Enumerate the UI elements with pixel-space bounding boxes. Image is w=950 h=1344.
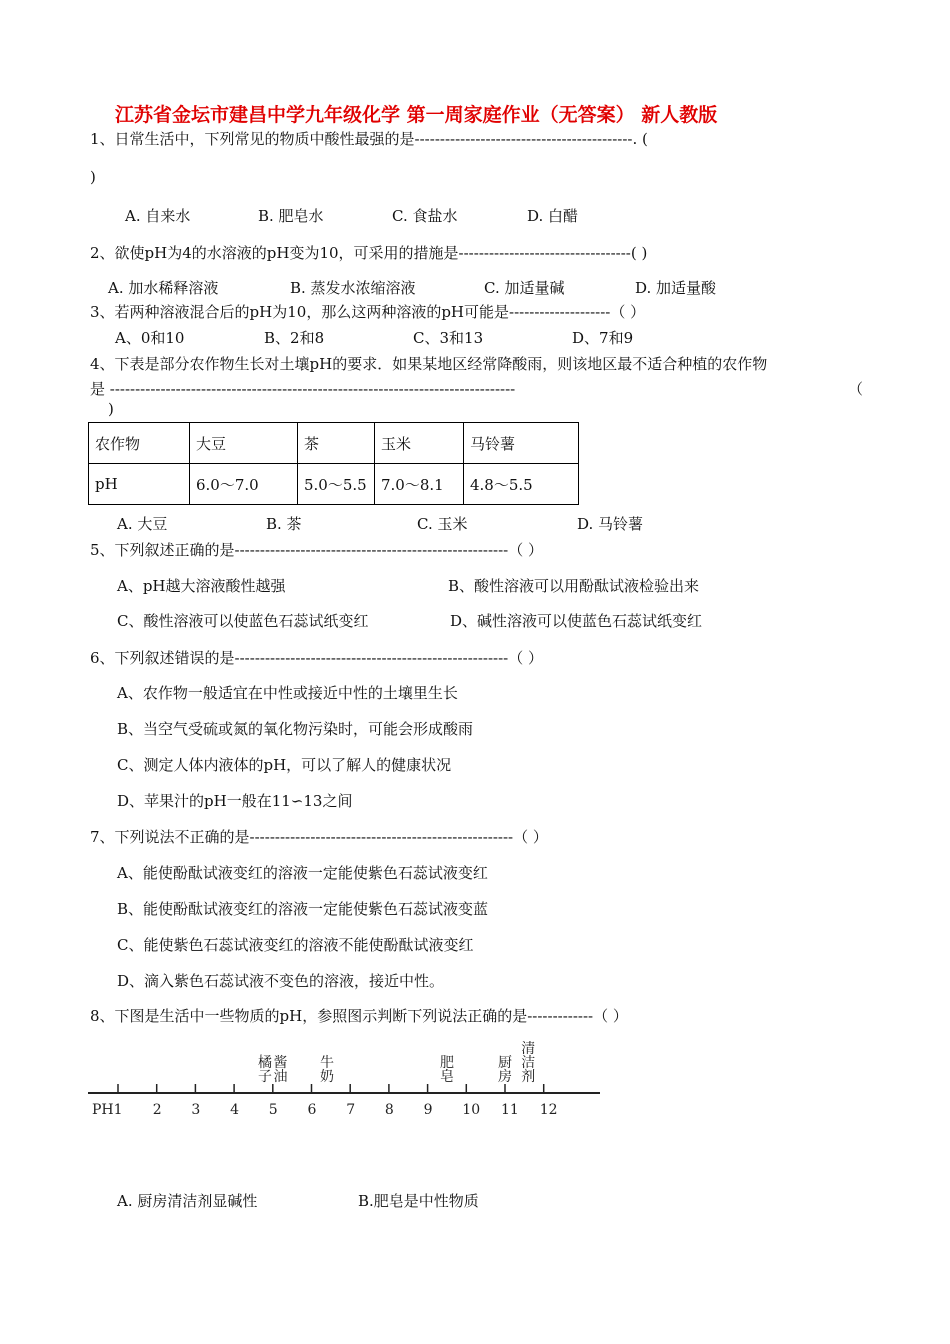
substance-label: 房 [498, 1069, 512, 1085]
substance-label: 牛 [319, 1055, 334, 1071]
option-c: C. 加适量碱 [484, 279, 565, 297]
scale-tick-label: 10 [462, 1102, 481, 1118]
substance-label: 油 [273, 1069, 288, 1085]
question-2: 2、欲使pH为4的水溶液的pH变为10，可采用的措施是----------------------------------( ) [90, 244, 648, 262]
option-c: C、能使紫色石蕊试液变红的溶液不能使酚酞试液变红 [117, 936, 474, 954]
table-cell: 7.0～8.1 [375, 464, 464, 505]
option-b: B. 肥皂水 [258, 207, 324, 225]
substance-label: 肥 [439, 1055, 454, 1071]
scale-tick-label: 6 [307, 1102, 317, 1118]
question-4-paren-open: （ [848, 380, 864, 398]
table-cell: 4.8～5.5 [464, 464, 579, 505]
table-cell: 玉米 [375, 423, 464, 464]
table-cell: 5.0～5.5 [298, 464, 375, 505]
scale-tick-label: 9 [423, 1102, 433, 1118]
table-row [89, 464, 579, 505]
scale-tick-label: 12 [539, 1102, 558, 1118]
substance-label: 皂 [439, 1069, 454, 1085]
question-1: 1、日常生活中，下列常见的物质中酸性最强的是-------------------------------------------. ( [90, 130, 648, 148]
scale-tick-label: 7 [346, 1102, 356, 1118]
question-5: 5、下列叙述正确的是------------------------------------------------------（ ） [90, 541, 544, 559]
option-b: B、2和8 [264, 329, 325, 347]
question-3: 3、若两种溶液混合后的pH为10，那么这两种溶液的pH可能是--------------------（ ） [90, 303, 646, 321]
crop-ph-table [88, 422, 579, 505]
scale-ticks [118, 1084, 558, 1118]
substance-label: 厨 [498, 1055, 512, 1071]
option-a: A. 加水稀释溶液 [108, 279, 219, 297]
question-6: 6、下列叙述错误的是------------------------------------------------------（ ） [90, 649, 544, 667]
question-7: 7、下列说法不正确的是----------------------------------------------------（ ） [90, 828, 548, 846]
option-c: C. 玉米 [417, 515, 468, 533]
option-a: A、能使酚酞试液变红的溶液一定能使紫色石蕊试液变红 [117, 864, 488, 882]
scale-tick-label: 2 [152, 1102, 162, 1118]
option-b: B.肥皂是中性物质 [358, 1192, 479, 1210]
table-cell: 大豆 [190, 423, 298, 464]
question-8: 8、下图是生活中一些物质的pH，参照图示判断下列说法正确的是-------------（ ） [90, 1007, 628, 1025]
substance-label: 子 [258, 1069, 273, 1085]
option-b: B、当空气受硫或氮的氧化物污染时，可能会形成酸雨 [117, 720, 474, 738]
page-title: 江苏省金坛市建昌中学九年级化学 第一周家庭作业（无答案） 新人教版 [115, 104, 718, 126]
option-c: C. 食盐水 [392, 207, 458, 225]
option-a: A、农作物一般适宜在中性或接近中性的土壤里生长 [117, 684, 458, 702]
option-d: D、苹果汁的pH一般在11∽13之间 [117, 792, 353, 810]
option-a: A. 大豆 [117, 515, 168, 533]
option-a: A、0和10 [115, 329, 185, 347]
table-cell: 6.0～7.0 [190, 464, 298, 505]
scale-tick-label: 8 [384, 1102, 394, 1118]
question-1-continuation: ) [90, 168, 96, 186]
option-a: A. 厨房清洁剂显碱性 [117, 1192, 258, 1210]
option-c: C、3和13 [413, 329, 484, 347]
option-c: C、酸性溶液可以使蓝色石蕊试纸变红 [117, 612, 369, 630]
option-c: C、测定人体内液体的pH，可以了解人的健康状况 [117, 756, 452, 774]
option-b: B. 蒸发水浓缩溶液 [290, 279, 416, 297]
option-d: D、滴入紫色石蕊试液不变色的溶液，接近中性。 [117, 972, 445, 990]
table-cell: 茶 [298, 423, 375, 464]
option-d: D、碱性溶液可以使蓝色石蕊试纸变红 [450, 612, 703, 630]
substance-label: 酱 [273, 1055, 288, 1071]
option-d: D. 马铃薯 [577, 515, 644, 533]
ph-scale-diagram [80, 1040, 620, 1130]
scale-start-label: PH1 [92, 1102, 123, 1118]
table-cell: pH [89, 464, 190, 505]
option-a: A. 自来水 [125, 207, 191, 225]
question-4-paren-close: ) [108, 400, 114, 418]
substance-label: 洁 [521, 1055, 536, 1071]
option-d: D. 加适量酸 [635, 279, 717, 297]
table-row [89, 423, 579, 464]
question-4-line-2: 是 -------------------------------------------------------------------------------- [90, 380, 516, 398]
option-b: B、能使酚酞试液变红的溶液一定能使紫色石蕊试液变蓝 [117, 900, 489, 918]
option-d: D. 白醋 [527, 207, 579, 225]
table-cell: 马铃薯 [464, 423, 579, 464]
option-d: D、7和9 [572, 329, 634, 347]
table-cell: 农作物 [89, 423, 190, 464]
option-a: A、pH越大溶液酸性越强 [117, 577, 286, 595]
scale-tick-label: 4 [230, 1102, 240, 1118]
scale-tick-label: 11 [501, 1102, 519, 1118]
scale-tick-label: 3 [191, 1102, 201, 1118]
option-b: B. 茶 [266, 515, 302, 533]
substance-label: 橘 [258, 1055, 273, 1071]
substance-label: 清 [521, 1041, 536, 1057]
question-4-line-1: 4、下表是部分农作物生长对土壤pH的要求．如果某地区经常降酸雨，则该地区最不适合种植的农作物 [90, 355, 768, 373]
substance-label: 剂 [521, 1069, 536, 1085]
option-b: B、酸性溶液可以用酚酞试液检验出来 [448, 577, 700, 595]
substance-label: 奶 [319, 1069, 334, 1085]
scale-tick-label: 5 [268, 1102, 278, 1118]
scale-substances [258, 1041, 535, 1085]
